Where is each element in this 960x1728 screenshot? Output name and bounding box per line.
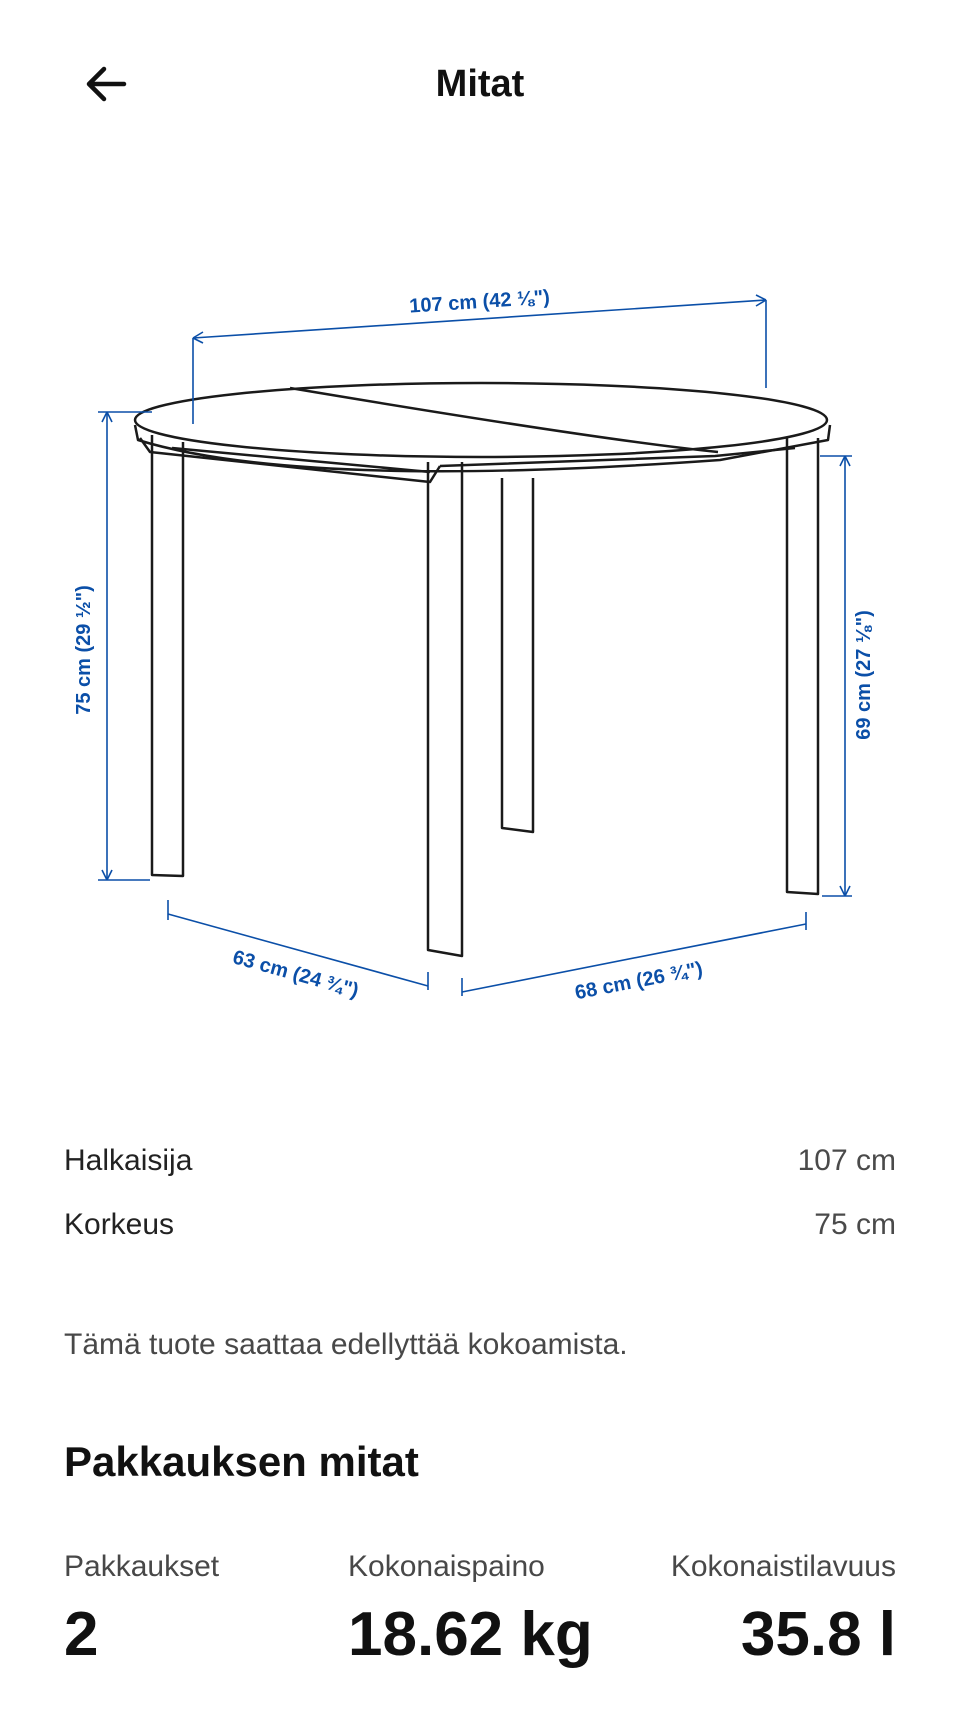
- spec-row-height: [64, 1200, 896, 1250]
- page-title: Mitat: [435, 63, 525, 105]
- stat-value: 35.8 l: [740, 1600, 896, 1669]
- spec-row-diameter: [64, 1136, 896, 1186]
- spec-value: 107 cm: [797, 1144, 896, 1177]
- leg-left-label: 63 cm (24 ¾"): [230, 946, 361, 1003]
- spec-value: 75 cm: [814, 1208, 896, 1241]
- spec-label: Korkeus: [64, 1208, 175, 1241]
- table-leg-back: [502, 478, 533, 832]
- clearance-label: 69 cm (27 ⅛"): [853, 610, 875, 740]
- spec-label: Halkaisija: [64, 1144, 193, 1177]
- diameter-label: 107 cm (42 ⅛"): [408, 286, 551, 318]
- stat-label: Kokonaispaino: [348, 1550, 545, 1583]
- dimension-diagram: [0, 260, 960, 1020]
- packaging-title: Pakkauksen mitat: [64, 1438, 419, 1485]
- stat-total-volume: [671, 1545, 896, 1675]
- stat-total-weight: [348, 1545, 593, 1675]
- table-leg-left: [152, 435, 183, 876]
- leg-right-label: 68 cm (26 ¾"): [573, 957, 705, 1005]
- stat-value: 2: [64, 1600, 99, 1669]
- table-leg-right: [787, 438, 818, 894]
- table-drawing: [0, 260, 960, 1020]
- header: [0, 0, 960, 165]
- assembly-note: Tämä tuote saattaa edellyttää kokoamista.: [64, 1328, 628, 1361]
- stat-label: Pakkaukset: [64, 1550, 220, 1583]
- stat-label: Kokonaistilavuus: [670, 1550, 896, 1583]
- stat-value: 18.62 kg: [348, 1600, 593, 1669]
- height-label: 75 cm (29 ½"): [73, 585, 95, 715]
- table-leg-front: [428, 462, 462, 956]
- stat-packages: [64, 1545, 219, 1675]
